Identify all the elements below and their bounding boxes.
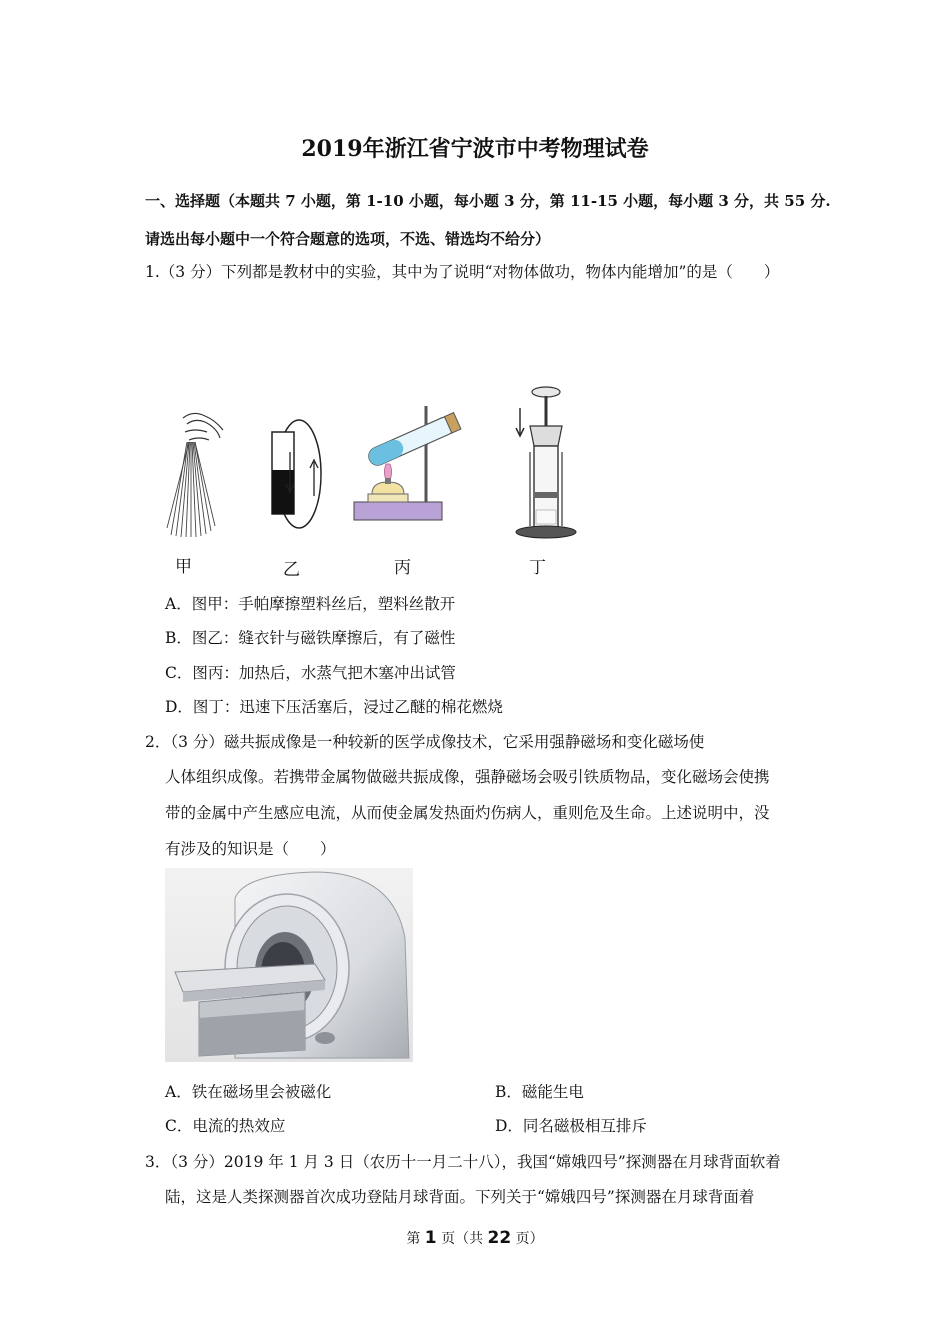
footer-page-number: 1: [424, 1228, 437, 1248]
fig-ding-piston-illustration: [508, 386, 576, 540]
q2-stem-line1: 2．（3 分）磁共振成像是一种较新的医学成像技术，它采用强静磁场和变化磁场使: [145, 733, 705, 751]
q3-stem-line1: 3．（3 分）2019 年 1 月 3 日（农历十一月二十八），我国“嫦娥四号”探测器在月球背面软着: [145, 1153, 781, 1171]
q2-option-b: B．磁能生电: [495, 1083, 584, 1101]
fig-label-ding: 丁: [529, 558, 546, 578]
fig-label-yi: 乙: [283, 560, 300, 580]
q2-stem-line2: 人体组织成像。若携带金属物做磁共振成像，强静磁场会吸引铁质物品，变化磁场会使携: [165, 768, 770, 786]
fig-jia-strands-illustration: [165, 410, 245, 540]
q3-stem-line2: 陆，这是人类探测器首次成功登陆月球背面。下列关于“嫦娥四号”探测器在月球背面着: [165, 1188, 755, 1206]
fig-yi-magnet-illustration: [268, 418, 328, 530]
mri-machine-illustration: [165, 868, 413, 1062]
fig-label-jia: 甲: [175, 557, 192, 577]
q2-stem-line3: 带的金属中产生感应电流，从而使金属发热面灼伤病人，重则危及生命。上述说明中，没: [165, 804, 770, 822]
q2-option-c: C．电流的热效应: [165, 1117, 286, 1135]
section-heading-line2: 请选出每小题中一个符合题意的选项，不选、错选均不给分）: [145, 230, 551, 248]
fig-bing-test-tube-illustration: [352, 402, 472, 524]
footer-middle: 页（共: [436, 1231, 488, 1247]
footer-suffix: 页）: [511, 1231, 544, 1247]
q1-option-b: B．图乙：缝衣针与磁铁摩擦后，有了磁性: [165, 629, 456, 647]
footer-prefix: 第: [406, 1231, 425, 1247]
q1-option-a: A．图甲：手帕摩擦塑料丝后，塑料丝散开: [165, 595, 456, 613]
q2-option-a: A．铁在磁场里会被磁化: [165, 1083, 332, 1101]
page-title: 2019年浙江省宁波市中考物理试卷: [301, 136, 649, 162]
q2-stem-line4: 有涉及的知识是（ ）: [165, 840, 336, 858]
page-footer: [0, 1228, 950, 1248]
q1-option-d: D．图丁：迅速下压活塞后，浸过乙醚的棉花燃烧: [165, 698, 503, 716]
section-heading-line1: 一、选择题（本题共 7 小题，第 1-10 小题，每小题 3 分，第 11-15 小题，每小题 3 分，共 55 分.: [145, 192, 831, 210]
footer-total-pages: 22: [487, 1228, 512, 1248]
q2-option-d: D．同名磁极相互排斥: [495, 1117, 647, 1135]
fig-label-bing: 丙: [394, 558, 411, 578]
q1-stem: 1.（3 分）下列都是教材中的实验，其中为了说明“对物体做功，物体内能增加”的是（ ）: [145, 263, 780, 281]
q1-option-c: C．图丙：加热后，水蒸气把木塞冲出试管: [165, 664, 456, 682]
